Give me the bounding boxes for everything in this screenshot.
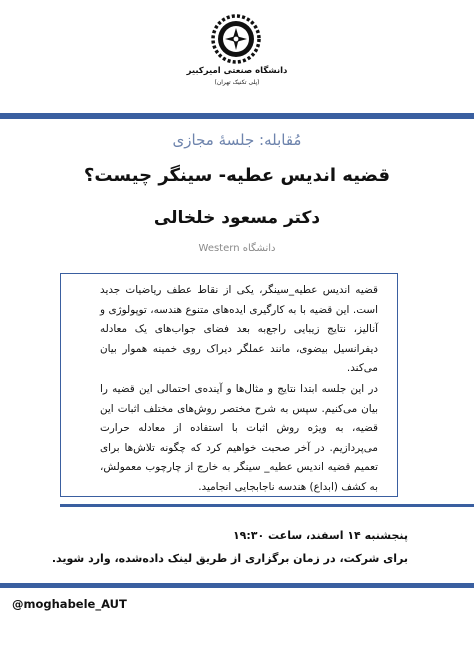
bottom-divider [0, 583, 474, 588]
university-emblem-icon [211, 14, 261, 64]
speaker-affiliation: دانشگاه Western [198, 243, 276, 254]
abstract-paragraph-2: در این جلسه ابتدا نتایج و مثال‌ها و آینده‌ی احتمالی این قضیه را بیان می‌کنیم. سپس به شرح مختصر روش‌های مختلف اثبات این قضیه، به ویژه روش اثبات با استفاده از معادله حرارت می‌پردازیم. در آخر صحبت خواهیم کرد که چگونه تلاش‌ها برای تعمیم قضیه اندیس عطیه_ سینگر به خارج از چارچوب معمولش، به کشف (ابداع) هندسه ناجابجایی انجامید. [100, 383, 378, 493]
attendance-note: برای شرکت، در زمان برگزاری از طریق لینک داده‌شده، وارد شوید. [51, 552, 408, 565]
speaker-name: دکتر مسعود خلخالی [153, 208, 321, 228]
event-series: مُقابله: جلسهٔ مجازی [172, 131, 302, 149]
event-datetime: پنجشنبه ۱۴ اسفند، ساعت ۱۹:۳۰ [232, 529, 408, 542]
event-title: قضیه اندیس عطیه- سینگر چیست؟ [83, 165, 391, 186]
top-divider [0, 113, 474, 119]
middle-divider [60, 504, 474, 507]
social-handle[interactable]: @moghabele_AUT [12, 597, 127, 611]
university-name: دانشگاه صنعتی امیرکبیر [186, 66, 288, 76]
header [0, 0, 474, 112]
university-subtitle: (پلی تکنیک تهران) [214, 79, 260, 86]
abstract-paragraph-1: قضیه اندیس عطیه_سینگر، یکی از نقاط عطف ریاضیات جدید است. این قضیه با به کارگیری ایده‌های متنوع هندسه، توپولوژی و آنالیز، نتایج زیبایی راجع‌به بعد فضای جواب‌های یک معادله دیفرانسیل بیضوی، مانند عملگر دیراک روی خمینه هموار بیان می‌کند. [100, 284, 378, 375]
